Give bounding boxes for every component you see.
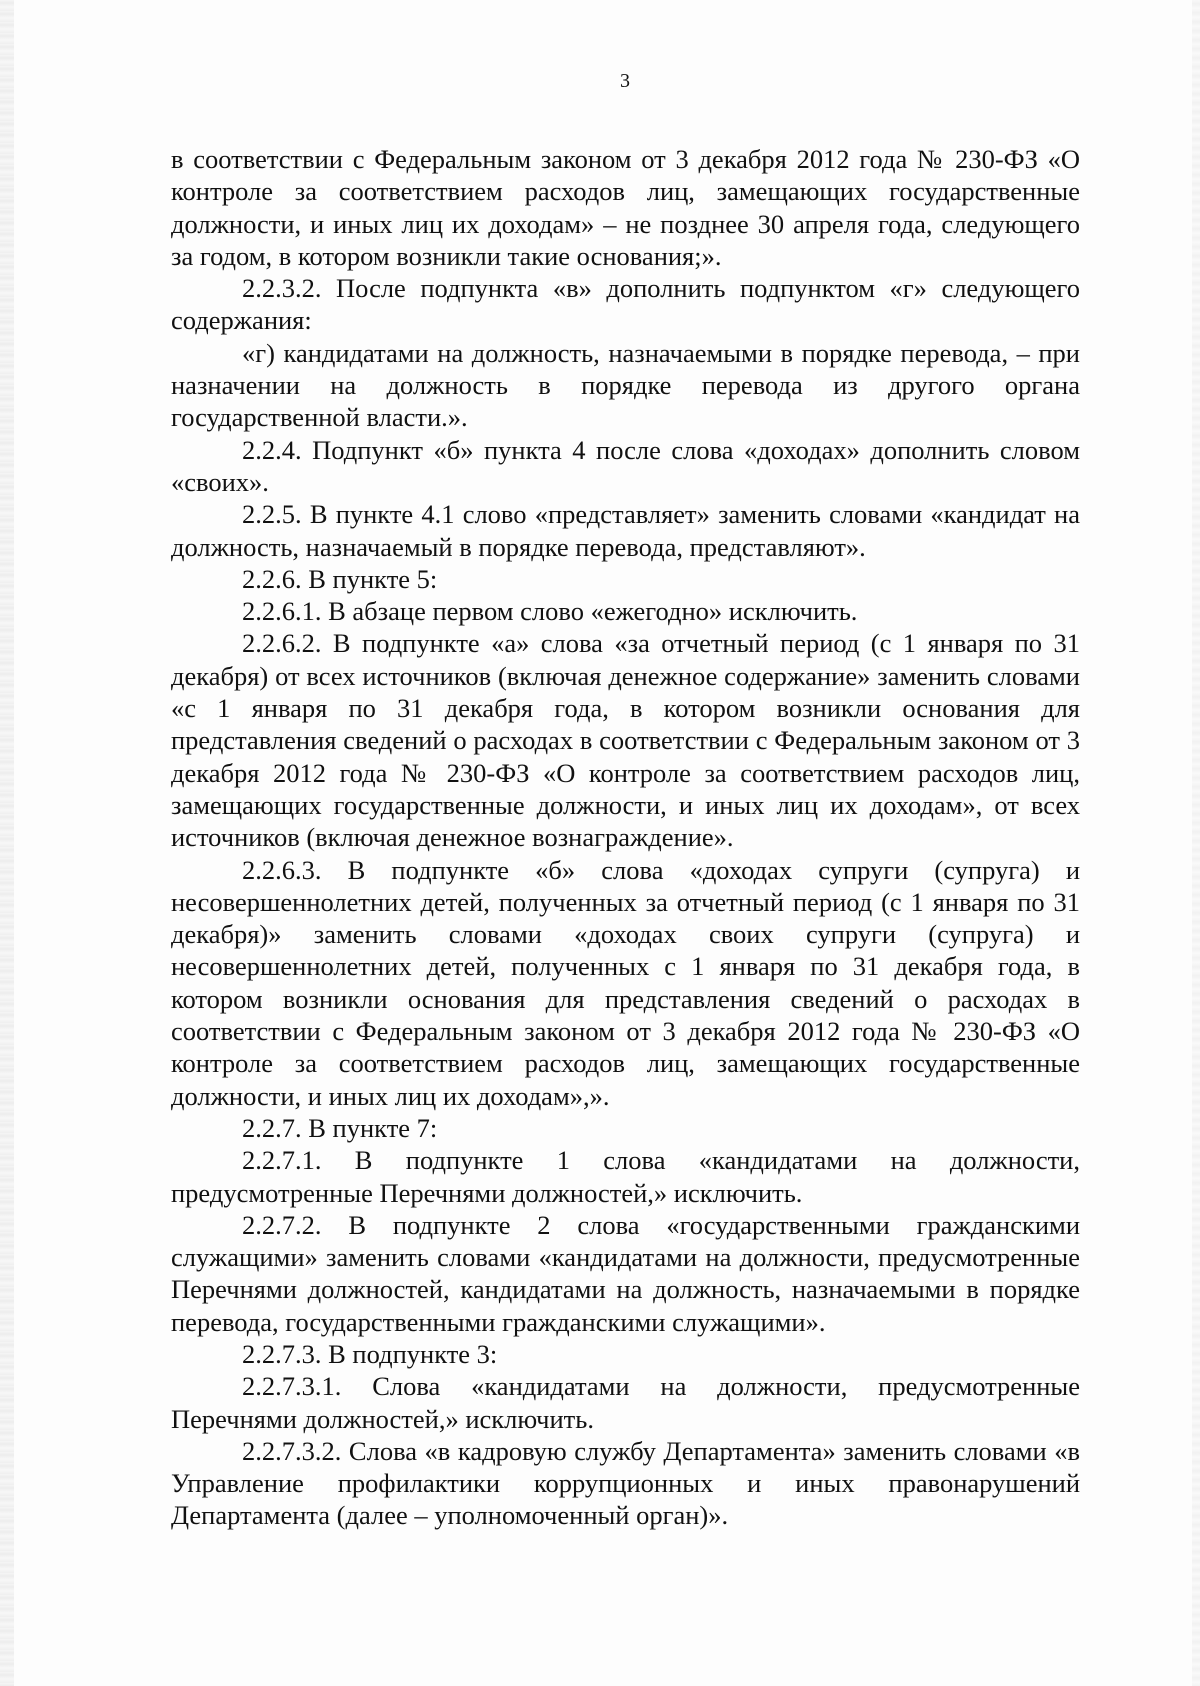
paragraph-2-2-7-1: 2.2.7.1. В подпункте 1 слова «кандидатами на должности, предусмотренные Перечнями должностей,» исключить. [171,1145,1080,1208]
scan-edge-left [0,0,14,1686]
scan-edge-right [1192,0,1200,1686]
paragraph-2-2-7-3-1: 2.2.7.3.1. Слова «кандидатами на должности, предусмотренные Перечнями должностей,» исключить. [171,1371,1080,1434]
paragraph-2-2-3-2: 2.2.3.2. После подпункта «в» дополнить подпунктом «г» следующего содержания: [171,273,1080,336]
paragraph-2-2-5: 2.2.5. В пункте 4.1 слово «представляет» заменить словами «кандидат на должность, назначаемый в порядке перевода, представляют». [171,499,1080,562]
document-body [171,143,1080,1532]
paragraph-2-2-7-3: 2.2.7.3. В подпункте 3: [242,1338,498,1369]
paragraph-2-2-7-3-2: 2.2.7.3.2. Слова «в кадровую службу Департамента» заменить словами «в Управление профилактики коррупционных и иных правонарушений Департамента (далее – уполномоченный орган)». [171,1435,1080,1531]
paragraph-2-2-6-1: 2.2.6.1. В абзаце первом слово «ежегодно» исключить. [242,596,858,627]
paragraph-subitem-g: «г) кандидатами на должность, назначаемыми в порядке перевода, – при назначении на должность в порядке перевода из другого органа государственной власти.». [171,337,1080,433]
paragraph-2-2-4: 2.2.4. Подпункт «б» пункта 4 после слова «доходах» дополнить словом «своих». [171,434,1080,497]
paragraph-2-2-7: 2.2.7. В пункте 7: [242,1112,438,1143]
paragraph-2-2-6-3: 2.2.6.3. В подпункте «б» слова «доходах супруги (супруга) и несовершеннолетних детей, полученных за отчетный период (с 1 января по 31 декабря)» заменить словами «доходах своих супруги (супруга) и несовершеннолетних детей, полученных с 1 января по 31 декабря года, в котором возникли основания для представления сведений о расходах в соответствии с Федеральным законом от 3 декабря 2012 года № 230-ФЗ «О контроле за соответствием расходов лиц, замещающих государственные должности, и иных лиц их доходам»,». [171,854,1080,1111]
page-number: 3 [620,70,630,92]
paragraph-2-2-7-2: 2.2.7.2. В подпункте 2 слова «государственными гражданскими служащими» заменить словами «кандидатами на должности, предусмотренные Перечнями должностей, кандидатами на должность, назначаемыми в порядке перевода, государственными гражданскими служащими». [171,1209,1080,1337]
paragraph-2-2-6: 2.2.6. В пункте 5: [242,563,438,594]
paragraph-continuation: в соответствии с Федеральным законом от 3 декабря 2012 года № 230-ФЗ «О контроле за соответствием расходов лиц, замещающих государственные должности, и иных лиц их доходам» – не позднее 30 апреля года, следующего за годом, в котором возникли такие основания;». [171,144,1080,271]
paragraph-2-2-6-2: 2.2.6.2. В подпункте «а» слова «за отчетный период (с 1 января по 31 декабря) от всех источников (включая денежное содержание» заменить словами «с 1 января по 31 декабря года, в котором возникли основания для представления сведений о расходах в соответствии с Федеральным законом от 3 декабря 2012 года № 230-ФЗ «О контроле за соответствием расходов лиц, замещающих государственные должности, и иных лиц их доходам», от всех источников (включая денежное вознаграждение». [171,628,1080,853]
